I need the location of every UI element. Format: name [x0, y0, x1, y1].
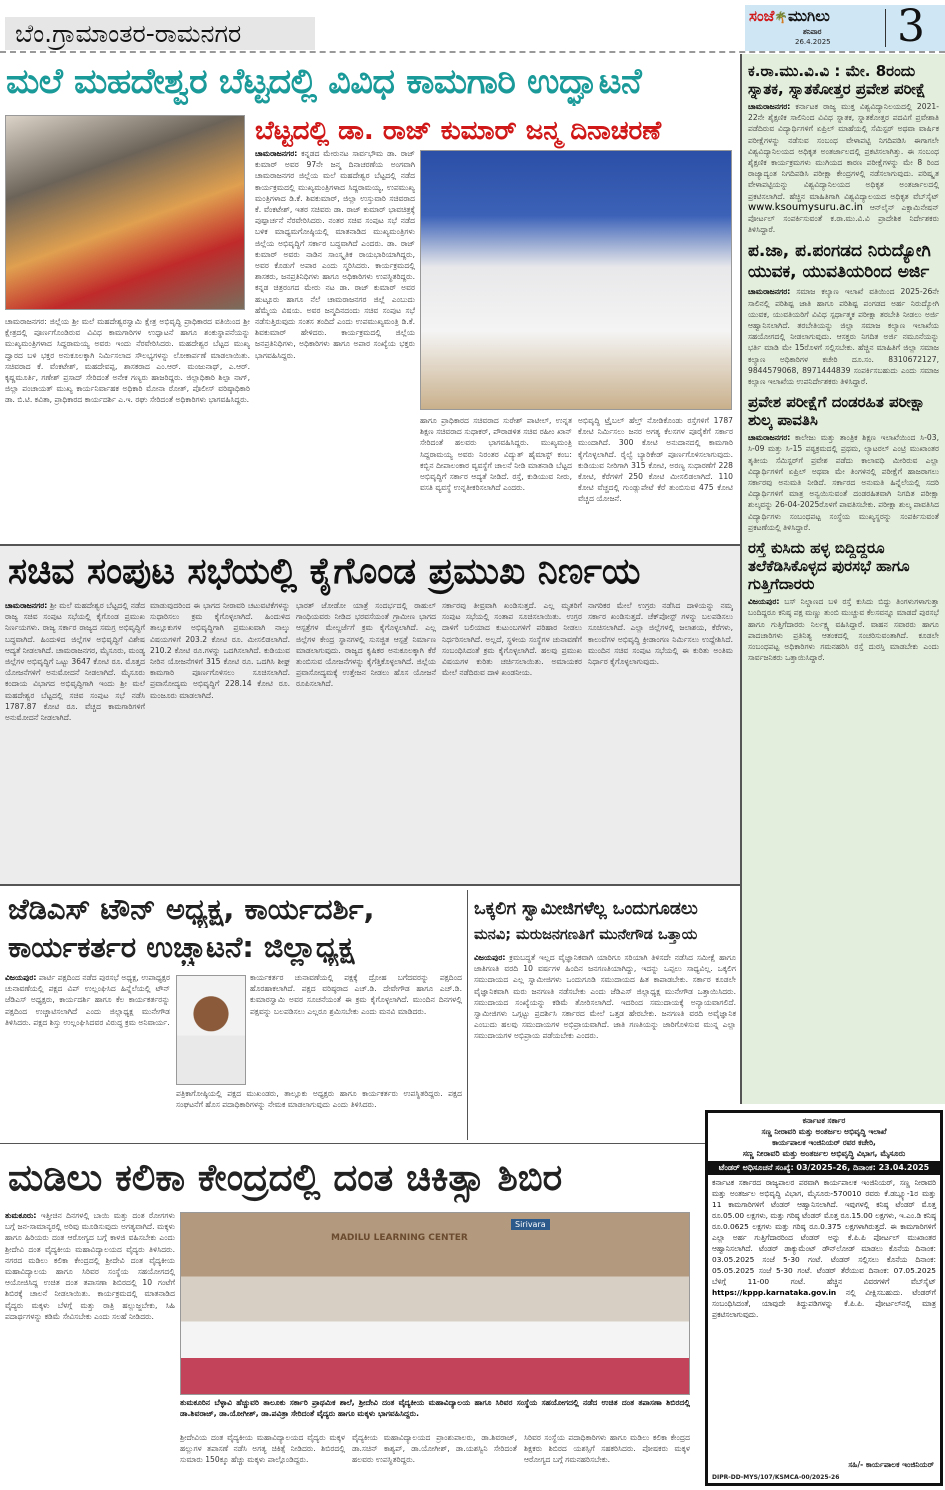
story4-column-1 [180, 1432, 345, 1488]
story4-photo-caption: ತುಮಕೂರಿನ ಬೆಳ್ಳಾವಿ ಹೆಚ್ಚುವರಿ ತಾಲೂಕು ಸರ್ಕಾರಿ ಪ್ರಾಥಮಿಕ ಶಾಲೆ, ಶ್ರೀದೇವಿ ದಂತ ವೈದ್ಯಕೀಯ ಮಹಾವಿದ್ಯಾಲಯ ಹಾಗೂ ಸಿರಿವರ ಸಂಸ್ಥೆಯ ಸಹಯೋಗದಲ್ಲಿ ನಡೆದ ಉಚಿತ ದಂತ ತಪಾಸಣಾ ಶಿಬಿರದಲ್ಲಿ ಡಾ.ಶಿವರಾಜ್, ಡಾ.ಯೋಗೀಶ್, ಡಾ.ಪವಿತ್ರಾ ಸೇರಿದಂತೆ ವೈದ್ಯರು ಹಾಗೂ ಮಕ್ಕಳು ಭಾಗವಹಿಸಿದ್ದರು. [180, 1398, 690, 1419]
story4-column-left [5, 1210, 175, 1488]
story-text: ಕ್ರಮಬದ್ಧತೆ ಇಲ್ಲದ ವೈಜ್ಞಾನಿಕವಾಗಿ ಯಾರಿಗೂ ಸರಿಯಾಗಿ ತಿಳಿಸದೇ ನಡೆಸಿದ ಸಮೀಕ್ಷೆ ಹಾಗೂ ಜಾತಿಗಣತಿ ವರದಿ 10 ವರ್ಷಗಳ ಹಿಂದಿನ ಜನಗಣತಿಯಾಗಿದ್ದು, ಇದನ್ನು ಒಪ್ಪಲು ಸಾಧ್ಯವಿಲ್ಲ. ಒಕ್ಕಲಿಗ ಸಮುದಾಯದ ಎಲ್ಲ ಸ್ವಾಮೀಜಿಗಳು ಒಂದುಗೂಡಿ ಸಮುದಾಯದ ಹಿತ ಕಾಪಾಡಬೇಕು. ಸರ್ಕಾರ ಕೂಡಲೇ ವೈಜ್ಞಾನಿಕವಾಗಿ ಮರು ಜನಗಣತಿ ನಡೆಸಬೇಕು ಎಂದು ಜೆಡಿಎಸ್ ಜಿಲ್ಲಾಧ್ಯಕ್ಷ ಮುನೇಗೌಡ ಒತ್ತಾಯಿಸಿದರು. ಸಮುದಾಯದ ಸಂಖ್ಯೆಯನ್ನು ಕಡಿಮೆ ತೋರಿಸಲಾಗಿದೆ. ಇದರಿಂದ ಸಮುದಾಯಕ್ಕೆ ಅನ್ಯಾಯವಾಗಲಿದೆ. ಸ್ವಾಮೀಜಿಗಳು ಒಗ್ಗಟ್ಟು ಪ್ರದರ್ಶಿಸಿ ಸರ್ಕಾರದ ಮೇಲೆ ಒತ್ತಡ ಹೇರಬೇಕು. ಜನಗಣತಿ ವರದಿ ಅವೈಜ್ಞಾನಿಕ ಎಂಬುದು ಹಲವು ಸಮುದಾಯಗಳ ಅಭಿಪ್ರಾಯವಾಗಿದೆ. ಜಾತಿ ಗಣತಿಯನ್ನು ಜಾರಿಗೊಳಿಸುವ ಮುನ್ನ ಎಲ್ಲಾ ಸಮುದಾಯಗಳ ಅಭಿಪ್ರಾಯ ಪಡೆಯಬೇಕು ಎಂದರು. [474, 953, 736, 1041]
issue-date: 26.4.2025 [795, 38, 831, 46]
brief-text: ಸಮಾಜ ಕಲ್ಯಾಣ ಇಲಾಖೆ ವತಿಯಿಂದ 2025-26ನೇ ಸಾಲಿನಲ್ಲಿ ಪರಿಶಿಷ್ಟ ಜಾತಿ ಹಾಗೂ ಪರಿಶಿಷ್ಟ ಪಂಗಡದ ಅರ್ಹ ನಿರುದ್ಯೋಗಿ ಯುವಕ, ಯುವತಿಯರಿಗೆ ವಿವಿಧ ಸ್ಪರ್ಧಾತ್ಮಕ ಪರೀಕ್ಷಾ ತರಬೇತಿ ನೀಡಲು ಅರ್ಜಿ ಆಹ್ವಾನಿಸಲಾಗಿದೆ. ತರಬೇತಿಯನ್ನು ಜಿಲ್ಲಾ ಸಮಾಜ ಕಲ್ಯಾಣ ಇಲಾಖೆಯ ಸಹಯೋಗದಲ್ಲಿ ನೀಡಲಾಗುವುದು. ಆಸಕ್ತರು ನಿಗದಿತ ಅರ್ಜಿ ನಮೂನೆಯನ್ನು ಭರ್ತಿ ಮಾಡಿ ಮೇ 15ರೊಳಗೆ ಸಲ್ಲಿಸಬೇಕು. ಹೆಚ್ಚಿನ ಮಾಹಿತಿಗೆ ಜಿಲ್ಲಾ ಸಮಾಜ ಕಲ್ಯಾಣ ಅಧಿಕಾರಿಗಳ ಕಚೇರಿ ದೂ.ಸಂ. 8310672127, 9844579068, 8971444839 ಸಂಪರ್ಕಿಸಬಹುದು ಎಂದು ಸಮಾಜ ಕಲ್ಯಾಣ ಇಲಾಖೆಯ ಉಪನಿರ್ದೇಶಕರು ತಿಳಿಸಿದ್ದಾರೆ. [748, 287, 939, 387]
story-text: ಸಿರಿವರ ಸಂಸ್ಥೆಯ ಪದಾಧಿಕಾರಿಗಳು ಹಾಗೂ ಮಡಿಲು ಕಲಿಕಾ ಕೇಂದ್ರದ ಶಿಕ್ಷಕರು ಶಿಬಿರದ ಯಶಸ್ಸಿಗೆ ಸಹಕರಿಸಿದರು. ಪೋಷಕರು ಮಕ್ಕಳ ಆರೋಗ್ಯದ ಬಗ್ಗೆ ಗಮನಹರಿಸಬೇಕು. [524, 1433, 690, 1465]
story1-headline: ಮಲೆ ಮಹದೇಶ್ವರ ಬೆಟ್ಟದಲ್ಲಿ ವಿವಿಧ ಕಾಮಗಾರಿ ಉದ್ಘಾಟನೆ [6, 62, 642, 102]
brief-text: ಆನ್‌ಲೈನ್ ಎಕ್ಸಾಮಿನೇಷನ್ ಪೋರ್ಟಲ್ ಸಂಪರ್ಕಿಸುವಂತೆ ಕ.ರಾ.ಮು.ವಿ.ವಿ ಪ್ರಾದೇಶಿಕ ನಿರ್ದೇಶಕರು ತಿಳಿಸಿದ್ದಾರೆ. [748, 202, 939, 235]
dateline: ವಿಜಯಪುರ: [474, 953, 506, 962]
story-text: ಹಾಗೂ ಪ್ರಾಧಿಕಾರದ ಸಚಿವರಾದ ಸುರೇಶ್ ಪಾಟೀಲ್, ಉನ್ನತ ಶಿಕ್ಷಣ ಸಚಿವರಾದ ಸುಧಾಕರ್, ಪೌರಾಡಳಿತ ಸಚಿವ ರಹೀಂ ಖಾನ್ ಸೇರಿದಂತೆ ಹಲವರು ಭಾಗವಹಿಸಿದ್ದರು. ಮುಖ್ಯಮಂತ್ರಿ ಸಿದ್ದರಾಮಯ್ಯ ಅವರು ನಿರಂತರ ವಿದ್ಯುತ್ ಹೈಮಾಸ್ಟ್ ಕಂಬ: ಕಬ್ಬಿನ ದೀಪಾಲಂಕಾರ ವ್ಯವಸ್ಥೆಗೆ ಚಾಲನೆ ನೀಡಿ ಮಾತನಾಡಿ ಬೆಟ್ಟದ ಅಭಿವೃದ್ಧಿಗೆ ಸರ್ಕಾರ ಆದ್ಯತೆ ನೀಡಿದೆ. ರಸ್ತೆ, ಕುಡಿಯುವ ನೀರು, ವಸತಿ ವ್ಯವಸ್ಥೆ ಉನ್ನತೀಕರಿಸಲಾಗಿದೆ ಎಂದರು. [420, 416, 572, 493]
story-text: ಭಾರತ್ ಜೋಡೋ ಯಾತ್ರೆ ಸಂದರ್ಭದಲ್ಲಿ ರಾಹುಲ್ ಗಾಂಧಿಯವರು ನೀಡಿದ ಭರವಸೆಯಂತೆ ಗ್ರಾಮೀಣ ಭಾಗದ ಆಸ್ಪತ್ರೆಗಳ ಮೇಲ್ದರ್ಜೆಗೆ ಕ್ರಮ ಕೈಗೊಳ್ಳಲಾಗಿದೆ. ಎಲ್ಲ ಜಿಲ್ಲೆಗಳ ಕೇಂದ್ರ ಸ್ಥಾನಗಳಲ್ಲಿ ಸುಸಜ್ಜಿತ ಆಸ್ಪತ್ರೆ ನಿರ್ಮಾಣ ಮಾಡಲಾಗುವುದು. ರಾಜ್ಯದ ಕೃಷಿಕರ ಅನುಕೂಲಕ್ಕಾಗಿ ಕೆರೆ ತುಂಬಿಸುವ ಯೋಜನೆಗಳನ್ನು ಕೈಗೆತ್ತಿಕೊಳ್ಳಲಾಗಿದೆ. ಜಿಲ್ಲೆಯ ಪ್ರವಾಸೋದ್ಯಮಕ್ಕೆ ಉತ್ತೇಜನ ನೀಡಲು ಹೊಸ ಯೋಜನೆ ರೂಪಿಸಲಾಗಿದೆ. [296, 601, 436, 689]
story-text: ಶ್ರೀದೇವಿಯ ದಂತ ವೈದ್ಯಕೀಯ ಮಹಾವಿದ್ಯಾಲಯದ ವೈದ್ಯರು ಮಕ್ಕಳ ಹಲ್ಲುಗಳ ತಪಾಸಣೆ ನಡೆಸಿ ಅಗತ್ಯ ಚಿಕಿತ್ಸೆ ನೀಡಿದರು. ಶಿಬಿರದಲ್ಲಿ ಸುಮಾರು 150ಕ್ಕೂ ಹೆಚ್ಚು ಮಕ್ಕಳು ಪಾಲ್ಗೊಂಡಿದ್ದರು. [180, 1433, 345, 1465]
story2-column-3 [296, 600, 436, 880]
story3-right-headline-line1: ಒಕ್ಕಲಿಗ ಸ್ವಾಮೀಜಿಗಳೆಲ್ಲ ಒಂದುಗೂಡಲು [474, 899, 698, 919]
story-text: ಕಾರ್ಯಕರ್ತರ ಚುನಾವಣೆಯಲ್ಲಿ ಪಕ್ಷಕ್ಕೆ ದ್ರೋಹ ಬಗೆದವರನ್ನು ಪಕ್ಷದಿಂದ ಹೊರಹಾಕಲಾಗಿದೆ. ಪಕ್ಷದ ವರಿಷ್ಠರಾದ ಎಚ್.ಡಿ. ದೇವೇಗೌಡ ಹಾಗೂ ಎಚ್.ಡಿ. ಕುಮಾರಸ್ವಾಮಿ ಅವರ ಸೂಚನೆಯಂತೆ ಈ ಕ್ರಮ ಕೈಗೊಳ್ಳಲಾಗಿದೆ. ಮುಂದಿನ ದಿನಗಳಲ್ಲಿ ಪಕ್ಷವನ್ನು ಬಲಪಡಿಸಲು ಎಲ್ಲರೂ ಶ್ರಮಿಸಬೇಕು ಎಂದು ಮನವಿ ಮಾಡಿದರು. [250, 973, 462, 1016]
page-number: 3 [897, 1, 925, 52]
dateline: ವಿಜಯಪುರ: [5, 973, 37, 982]
story-text: ಇತ್ತೀಚಿನ ದಿನಗಳಲ್ಲಿ ಬಾಯಿ ಮತ್ತು ದಂತ ರೋಗಗಳು ಬಗ್ಗೆ ಜನ-ಸಾಮಾನ್ಯರಲ್ಲಿ ಅರಿವು ಮೂಡಿಸುವುದು ಅಗತ್ಯವಾಗಿದೆ. ಮಕ್ಕಳು ಹಾಗೂ ಹಿರಿಯರು ದಂತ ಆರೋಗ್ಯದ ಬಗ್ಗೆ ಕಾಳಜಿ ವಹಿಸಬೇಕು ಎಂದು ಶ್ರೀದೇವಿ ದಂತ ವೈದ್ಯಕೀಯ ಮಹಾವಿದ್ಯಾಲಯದ ವೈದ್ಯರು ತಿಳಿಸಿದರು. ನಗರದ ಮಡಿಲು ಕಲಿಕಾ ಕೇಂದ್ರದಲ್ಲಿ ಶ್ರೀದೇವಿ ದಂತ ವೈದ್ಯಕೀಯ ಮಹಾವಿದ್ಯಾಲಯ ಹಾಗೂ ಸಿರಿವರ ಸಂಸ್ಥೆಯ ಸಹಯೋಗದಲ್ಲಿ ಆಯೋಜಿಸಿದ್ದ ಉಚಿತ ದಂತ ತಪಾಸಣಾ ಶಿಬಿರದಲ್ಲಿ 10 ಗಂಟೆಗೆ ಶಿಬಿರಕ್ಕೆ ಚಾಲನೆ ನೀಡಲಾಯಿತು. ಕಾರ್ಯಕ್ರಮದಲ್ಲಿ ಮಾತನಾಡಿದ ವೈದ್ಯರು ಮಕ್ಕಳು ಬೆಳಗ್ಗೆ ಮತ್ತು ರಾತ್ರಿ ಹಲ್ಲುಜ್ಜಬೇಕು, ಸಿಹಿ ಪದಾರ್ಥಗಳನ್ನು ಕಡಿಮೆ ಸೇವಿಸಬೇಕು ಎಂದು ಸಲಹೆ ನೀಡಿದರು. [5, 1211, 175, 1321]
brief-sc-st-applications [748, 241, 939, 387]
tender-advertisement [705, 1110, 943, 1486]
dateline: ಚಾಮರಾಜನಗರ: [5, 601, 48, 610]
story-text: ವೈದ್ಯಕೀಯ ಮಹಾವಿದ್ಯಾಲಯದ ಪ್ರಾಂಶುಪಾಲರು, ಡಾ.ಶಿವರಾಜ್, ಡಾ.ಸಚಿನ್ ಕಾಶ್ಯಪ್, ಡಾ.ಯೋಗೀಶ್, ಡಾ.ಯಶಸ್ವಿನಿ ಸೇರಿದಂತೆ ಹಲವರು ಉಪಸ್ಥಿತರಿದ್ದರು. [352, 1433, 517, 1465]
story-text: ಪಾರ್ಟಿ ಪಕ್ಷದಿಂದ ನಡೆದ ಪುರಸಭೆ ಅಧ್ಯಕ್ಷ, ಉಪಾಧ್ಯಕ್ಷರ ಚುನಾವಣೆಯಲ್ಲಿ ಪಕ್ಷದ ವಿಪ್ ಉಲ್ಲಂಘಿಸಿದ ಹಿನ್ನೆಲೆಯಲ್ಲಿ ಟೌನ್ ಜೆಡಿಎಸ್ ಅಧ್ಯಕ್ಷರು, ಕಾರ್ಯದರ್ಶಿ ಹಾಗೂ ಕೆಲ ಕಾರ್ಯಕರ್ತರನ್ನು ಪಕ್ಷದಿಂದ ಉಚ್ಚಾಟಿಸಲಾಗಿದೆ ಎಂದು ಜಿಲ್ಲಾಧ್ಯಕ್ಷ ಮುನೇಗೌಡ ತಿಳಿಸಿದರು. ಪಕ್ಷದ ಶಿಸ್ತು ಉಲ್ಲಂಘಿಸಿದವರ ವಿರುದ್ಧ ಕ್ರಮ ಅನಿವಾರ್ಯ. [5, 973, 170, 1027]
story-text: ಕನ್ನಡ ಚಿತ್ರರಂಗದ ಮೇರು ನಟ ಡಾ. ರಾಜ್ ಕುಮಾರ್ ಅವರ ಹುಟ್ಟೂರು ಹಾಗೂ ನೆಲೆ ಚಾಮರಾಜನಗರ ಜಿಲ್ಲೆ ಎಂಬುದು ಹೆಮ್ಮೆಯ ವಿಷಯ. ಅವರ ಜನ್ಮದಿನದಂದು ಸಚಿವ ಸಂಪುಟ ಸಭೆ ನಡೆಸುತ್ತಿರುವುದು ಸಂತಸ ತಂದಿದೆ ಎಂದು ಉಪಮುಖ್ಯಮಂತ್ರಿ ಡಿ.ಕೆ. ಶಿವಕುಮಾರ್ ಹೇಳಿದರು. ಕಾರ್ಯಕ್ರಮದಲ್ಲಿ ಜಿಲ್ಲೆಯ ಜನಪ್ರತಿನಿಧಿಗಳು, ಅಧಿಕಾರಿಗಳು ಹಾಗೂ ಅಪಾರ ಸಂಖ್ಯೆಯ ಭಕ್ತರು ಭಾಗವಹಿಸಿದ್ದರು. [255, 283, 415, 360]
dateline: ತುಮಕೂರು: [5, 1211, 37, 1220]
story3-column-b [250, 972, 462, 1082]
tender-website-link[interactable]: https://kppp.karnataka.gov.in [712, 1288, 837, 1297]
story1-column-c [420, 415, 572, 541]
story3-headline-line2: ಕಾರ್ಯಕರ್ತರ ಉಚ್ಚಾಟನೆ: ಜಿಲ್ಲಾಧ್ಯಕ್ಷ [8, 930, 355, 964]
photo-banner-text: MADILU LEARNING CENTER [331, 1233, 468, 1243]
masthead [745, 1, 945, 52]
story2-column-4 [442, 600, 582, 880]
tender-reference: DIPR-DD-MYS/107/KSMCA-00/2025-26 [712, 1474, 840, 1481]
tender-text: ನಲ್ಲಿ ವೀಕ್ಷಿಸಬಹುದು. ಟೆಂಡರ್‌ಗೆ ಸಂಬಂಧಿಸಿದಂತೆ, ಯಾವುದೇ ತಿದ್ದುಪಡಿಗಳನ್ನು ಕೆ.ಪಿ.ಪಿ. ಪೋರ್ಟಲ್‌ನಲ್ಲಿ ಮಾತ್ರ ಪ್ರಕಟಿಸಲಾಗುವುದು. [712, 1288, 936, 1319]
brief-ksou-exam [748, 62, 939, 235]
brief-road-collapse [748, 539, 939, 663]
photo-sign-text: Sirivara [511, 1219, 550, 1230]
brief-text: ಬಸ್ ನಿಲ್ದಾಣದ ಬಳಿ ರಸ್ತೆ ಕುಸಿದು ಬಿದ್ದು ತಿಂಗಳುಗಳಾಗುತ್ತಾ ಬಂದಿದ್ದರೂ ಕನಿಷ್ಠ ಪಕ್ಷ ಮಣ್ಣು ತುಂಬಿ ಮುಚ್ಚುವ ಕೆಲಸವನ್ನೂ ಮಾಡದೆ ಪುರಸಭೆ ಹಾಗೂ ಗುತ್ತಿಗೆದಾರರು ನಿರ್ಲಕ್ಷ್ಯ ವಹಿಸಿದ್ದಾರೆ. ವಾಹನ ಸವಾರರು ಹಾಗೂ ಪಾದಚಾರಿಗಳು ಪ್ರತಿನಿತ್ಯ ಆತಂಕದಲ್ಲಿ ಸಂಚರಿಸುವಂತಾಗಿದೆ. ಕೂಡಲೇ ಸಂಬಂಧಪಟ್ಟ ಅಧಿಕಾರಿಗಳು ಗಮನಹರಿಸಿ ರಸ್ತೆ ದುರಸ್ತಿ ಮಾಡಬೇಕು ಎಂದು ಸಾರ್ವಜನಿಕರು ಒತ್ತಾಯಿಸಿದ್ದಾರೆ. [748, 597, 939, 663]
story1-photo-rajkumar-tribute [420, 150, 732, 410]
tender-govt: ಕರ್ನಾಟಕ ಸರ್ಕಾರ [802, 1116, 846, 1125]
brief-headline: ಪ್ರವೇಶ ಪರೀಕ್ಷೆಗೆ ದಂಡರಹಿತ ಪರೀಕ್ಷಾ ಶುಲ್ಕ ಪಾವತಿಸಿ [748, 393, 926, 430]
story-text: ಕನ್ನಡದ ಮೇರುನಟ ಸಾರ್ವಭೌಮ ಡಾ. ರಾಜ್ ಕುಮಾರ್ ಅವರ 97ನೇ ಜನ್ಮ ದಿನಾಚರಣೆಯ ಅಂಗವಾಗಿ ಚಾಮರಾಜನಗರ ಜಿಲ್ಲೆಯ ಮಲೆ ಮಹದೇಶ್ವರ ಬೆಟ್ಟದಲ್ಲಿ ನಡೆದ ಕಾರ್ಯಕ್ರಮದಲ್ಲಿ ಮುಖ್ಯಮಂತ್ರಿಗಳಾದ ಸಿದ್ದರಾಮಯ್ಯ, ಉಪಮುಖ್ಯ ಮಂತ್ರಿಗಳಾದ ಡಿ.ಕೆ. ಶಿವಕುಮಾರ್, ಜಿಲ್ಲಾ ಉಸ್ತುವಾರಿ ಸಚಿವರಾದ ಕೆ. ವೆಂಕಟೇಶ್, ಇತರ ಸಚಿವರು ಡಾ. ರಾಜ್ ಕುಮಾರ್ ಭಾವಚಿತ್ರಕ್ಕೆ ಪುಷ್ಪಾರ್ಚನೆ ನೆರವೇರಿಸಿದರು. ನಂತರ ಸಚಿವ ಸಂಪುಟ ಸಭೆ ನಡೆದ ಬಳಿಕ ಮಾಧ್ಯಮಗೋಷ್ಠಿಯಲ್ಲಿ ಮಾತನಾಡಿದ ಮುಖ್ಯಮಂತ್ರಿಗಳು ಜಿಲ್ಲೆಯ ಅಭಿವೃದ್ಧಿಗೆ ಸರ್ಕಾರ ಬದ್ಧವಾಗಿದೆ ಎಂದರು. ಡಾ. ರಾಜ್ ಕುಮಾರ್ ಅವರು ನಾಡಿನ ಸಾಂಸ್ಕೃತಿಕ ರಾಯಭಾರಿಯಾಗಿದ್ದರು, ಅವರ ಕೊಡುಗೆ ಅಪಾರ ಎಂದು ಸ್ಮರಿಸಿದರು. ಕಾರ್ಯಕ್ರಮದಲ್ಲಿ ಶಾಸಕರು, ಜನಪ್ರತಿನಿಧಿಗಳು ಹಾಗೂ ಅಧಿಕಾರಿಗಳು ಉಪಸ್ಥಿತರಿದ್ದರು. [255, 149, 415, 282]
brief-headline: ಪ.ಜಾ, ಪ.ಪಂಗಡದ ನಿರುದ್ಯೋಗಿ ಯುವಕ, ಯುವತಿಯರಿಂದ ಅರ್ಜಿ [748, 241, 931, 283]
story1-subheadline: ಬೆಟ್ಟದಲ್ಲಿ ಡಾ. ರಾಜ್ ಕುಮಾರ್ ಜನ್ಮ ದಿನಾಚರಣೆ [255, 116, 662, 146]
story2-column-5 [588, 600, 733, 880]
issue-day: ಶನಿವಾರ [803, 28, 822, 36]
brief-text: ಕಾಲೇಜು ಮತ್ತು ತಾಂತ್ರಿಕ ಶಿಕ್ಷಣ ಇಲಾಖೆಯಿಂದ ಸಿ-03, ಸಿ-09 ಮತ್ತು ಸಿ-15 ಪಠ್ಯಕ್ರಮದಲ್ಲಿ ಪ್ರಥಮ, ಲ್ಯಾಟರಲ್ ಎಂಟ್ರಿ ಮುಖಾಂತರ ತೃತೀಯ ಸೆಮಿಸ್ಟರ್‌ಗೆ ಪ್ರವೇಶ ಪಡೆದು ಕಾಲಾವಧಿ ಮೀರಿರುವ ಎಲ್ಲಾ ವಿದ್ಯಾರ್ಥಿಗಳಿಗೆ ಏಪ್ರಿಲ್ ಅಥವಾ ಮೇ ತಿಂಗಳಿನಲ್ಲಿ ಪರೀಕ್ಷೆಗೆ ಹಾಜರಾಗಲು ಸರ್ಕಾರವು ಅನುಮತಿ ನೀಡಿದೆ. ಸರ್ಕಾರದ ಅನುಮತಿ ಹಿನ್ನೆಲೆಯಲ್ಲಿ ಸದರಿ ವಿದ್ಯಾರ್ಥಿಗಳಿಗೆ ಮಾತ್ರ ಅನ್ವಯಿಸುವಂತೆ ದಂಡರಹಿತವಾಗಿ ನಿಗದಿತ ಪರೀಕ್ಷಾ ಶುಲ್ಕವನ್ನು 26-04-2025ರೊಳಗೆ ಪಾವತಿಸಬೇಕು. ಪರೀಕ್ಷಾ ಶುಲ್ಕ ಪಾವತಿಸಿದ ವಿದ್ಯಾರ್ಥಿಗಳು ಸಂಬಂಧಪಟ್ಟ ಸಂಸ್ಥೆಯ ಮುಖ್ಯಸ್ಥರನ್ನು ಸಂಪರ್ಕಿಸುವಂತೆ ಪ್ರಕಟಣೆಯಲ್ಲಿ ತಿಳಿಸಿದ್ದಾರೆ. [748, 433, 939, 532]
story-text: ಪತ್ರಿಕಾಗೋಷ್ಠಿಯಲ್ಲಿ ಪಕ್ಷದ ಮುಖಂಡರು, ತಾಲ್ಲೂಕು ಅಧ್ಯಕ್ಷರು ಹಾಗೂ ಕಾರ್ಯಕರ್ತರು ಉಪಸ್ಥಿತರಿದ್ದರು. ಪಕ್ಷದ ಸಂಘಟನೆಗೆ ಹೊಸ ಪದಾಧಿಕಾರಿಗಳನ್ನು ನೇಮಕ ಮಾಡಲಾಗುವುದು ಎಂದು ತಿಳಿಸಿದರು. [176, 1089, 462, 1110]
brief-headline: ರಸ್ತೆ ಕುಸಿದು ಹಳ್ಳ ಬಿದ್ದಿದ್ದರೂ ತಲೆಕೆಡಿಸಿಕೊಳ್ಳದ ಪುರಸಭೆ ಹಾಗೂ ಗುತ್ತಿಗೆದಾರರು [748, 539, 910, 594]
sidebar-briefs [740, 54, 945, 1104]
story3-column-a [5, 972, 170, 1137]
story-text: ಅಭಿವೃದ್ಧಿ ಟ್ರೈಬಲ್ ಹೆಲ್ತ್ ನೋಡಿಕೊಂಡು ರಸ್ತೆಗಳಿಗೆ 1787 ಕೋಟಿ ನಿರ್ಮಿಸಲು ಜನರ ಅಗತ್ಯ ಕೆಲಸಗಳ ಪೂರೈಕೆಗೆ ಸರ್ಕಾರ ಮುಂದಾಗಿದೆ. 300 ಕೋಟಿ ಅನುದಾನದಲ್ಲಿ ಕಾಮಗಾರಿ ಕೈಗೊಳ್ಳಲಾಗಿದೆ. ರೈಲ್ವೆ ಬ್ಯಾರಿಕೇಡ್ ಪೂರ್ಣಗೊಳಿಸಲಾಗುವುದು. ಕುಡಿಯುವ ನೀರಿಗಾಗಿ 315 ಕೋಟಿ, ಅರಣ್ಯ ಸುಧಾರಣೆಗೆ 228 ಕೋಟಿ, ಕೆರೆಗಳಿಗೆ 250 ಕೋಟಿ ಮೀಸಲಿಡಲಾಗಿದೆ. 110 ಕೋಟಿ ವೆಚ್ಚದಲ್ಲಿ ಗುಂಡ್ಲುಪೇಟೆ ಕೆರೆ ತುಂಬಿಸುವ 475 ಕೋಟಿ ವೆಚ್ಚದ ಯೋಜನೆ. [578, 416, 733, 504]
tender-office: ಕಾರ್ಯಪಾಲಕ ಇಂಜಿನಿಯರ್ ರವರ ಕಚೇರಿ, [772, 1138, 876, 1147]
tender-notice-number: ಟೆಂಡರ್ ಅಧಿಸೂಚನೆ ಸಂಖ್ಯೆ: 03/2025-26, ದಿನಾಂಕ: 23.04.2025 [708, 1161, 940, 1175]
brief-exam-fee [748, 393, 939, 533]
tender-department: ಸಣ್ಣ ನೀರಾವರಿ ಮತ್ತು ಅಂತರ್ಜಲ ಅಭಿವೃದ್ಧಿ ಇಲಾಖೆ [761, 1127, 887, 1136]
dateline: ಚಾಮರಾಜನಗರ: [748, 287, 791, 297]
story3-photo-district-president [176, 975, 246, 1085]
website-link[interactable]: www.ksoumysuru.ac.in [748, 201, 864, 213]
story1-photo-inauguration [5, 115, 245, 310]
brand-mugilu: ಮುಗಿಲು [788, 7, 830, 25]
story-text: ಚಾಮರಾಜನಗರ: ಜಿಲ್ಲೆಯ ಶ್ರೀ ಮಲೆ ಮಹದೇಶ್ವರಸ್ವಾಮಿ ಕ್ಷೇತ್ರ ಅಭಿವೃದ್ಧಿ ಪ್ರಾಧಿಕಾರದ ವತಿಯಿಂದ ಶ್ರೀ ಕ್ಷೇತ್ರದಲ್ಲಿ ಪೂರ್ಣಗೊಂಡಿರುವ ವಿವಿಧ ಕಾಮಗಾರಿಗಳ ಉದ್ಘಾಟನೆ ಹಾಗೂ ಶಂಕುಸ್ಥಾಪನೆಯನ್ನು ಮುಖ್ಯಮಂತ್ರಿಗಳಾದ ಸಿದ್ದರಾಮಯ್ಯ ಅವರು ಇಂದು ನೆರವೇರಿಸಿದರು. ಮಹದೇಶ್ವರ ಬೆಟ್ಟದ ಮುಖ್ಯ ದ್ವಾರದ ಬಳಿ ಭಕ್ತರ ಅನುಕೂಲಕ್ಕಾಗಿ ನಿರ್ಮಿಸಲಾದ ಸೌಲಭ್ಯಗಳನ್ನು ಲೋಕಾರ್ಪಣೆ ಮಾಡಲಾಯಿತು. ಸಚಿವರಾದ ಕೆ. ವೆಂಕಟೇಶ್, ಮಹದೇವಪ್ಪ, ಶಾಸಕರಾದ ಎಂ.ಆರ್. ಮಂಜುನಾಥ್, ಎ.ಆರ್. ಕೃಷ್ಣಮೂರ್ತಿ, ಗಣೇಶ್ ಪ್ರಸಾದ್ ಸೇರಿದಂತೆ ಅನೇಕ ಗಣ್ಯರು ಹಾಜರಿದ್ದರು. ಜಿಲ್ಲಾಧಿಕಾರಿ ಶಿಲ್ಪಾ ನಾಗ್, ಜಿಲ್ಲಾ ಪಂಚಾಯತ್ ಮುಖ್ಯ ಕಾರ್ಯನಿರ್ವಾಹಕ ಅಧಿಕಾರಿ ಮೋನಾ ರೋತ್, ಪೊಲೀಸ್ ವರಿಷ್ಠಾಧಿಕಾರಿ ಡಾ. ಬಿ.ಟಿ. ಕವಿತಾ, ಪ್ರಾಧಿಕಾರದ ಕಾರ್ಯದರ್ಶಿ ಎ.ಇ. ರಘು ಸೇರಿದಂತೆ ಅಧಿಕಾರಿಗಳು ಭಾಗವಹಿಸಿದ್ದರು. [5, 317, 250, 405]
story4-headline: ಮಡಿಲು ಕಲಿಕಾ ಕೇಂದ್ರದಲ್ಲಿ ದಂತ ಚಿಕಿತ್ಸಾ ಶಿಬಿರ [8, 1156, 563, 1199]
story-text: ನಾಗರಿಕರ ಮೇಲೆ ಉಗ್ರರು ನಡೆಸಿದ ದಾಳಿಯನ್ನು ನಮ್ಮ ಸರ್ಕಾರ ಖಂಡಿಸುತ್ತದೆ. ಚೆಕ್‌ಪೋಸ್ಟ್ ಗಳನ್ನು ಬಲಪಡಿಸಲು ಸೂಚಿಸಲಾಗಿದೆ. ಎಲ್ಲಾ ಜಿಲ್ಲೆಗಳಲ್ಲಿ ಜಲಾಶಯ, ಕೆರೆಗಳು, ಕಾಲುವೆಗಳ ಅಭಿವೃದ್ಧಿ ಕ್ರೀಡಾಂಗಣ ನಿರ್ಮಿಸಲು ಉದ್ದೇಶಿಸಿದೆ. ಮುಂದಿನ ಸಚಿವ ಸಂಪುಟ ಸಭೆಯಲ್ಲಿ ಈ ಕುರಿತು ಅಂತಿಮ ನಿರ್ಧಾರ ಕೈಗೊಳ್ಳಲಾಗುವುದು. [588, 601, 733, 667]
story4-photo-dental-camp [180, 1212, 690, 1395]
story4-column-2 [352, 1432, 517, 1488]
story3-headline-line1: ಜೆಡಿಎಸ್ ಟೌನ್ ಅಧ್ಯಕ್ಷ, ಕಾರ್ಯದರ್ಶಿ, [8, 892, 375, 926]
tender-division: ಸಣ್ಣ ನೀರಾವರಿ ಮತ್ತು ಅಂತರ್ಜಲ ಅಭಿವೃದ್ಧಿ ವಿಭಾಗ, ಮೈಸೂರು [742, 1149, 906, 1158]
story3-right-headline-line2: ಮನವಿ; ಮರುಜನಗಣತಿಗೆ ಮುನೇಗೌಡ ಒತ್ತಾಯ [474, 927, 698, 943]
tender-signature: ಸಹಿ/- ಕಾರ್ಯಪಾಲಕ ಇಂಜಿನಿಯರ್ [848, 1460, 934, 1469]
dateline: ವಿಜಯಪುರ: [748, 597, 780, 607]
palm-logo-icon: 🌴 [774, 11, 788, 24]
section-label-text: ಬೆಂ.ಗ್ರಾಮಾಂತರ-ರಾಮನಗರ [15, 19, 242, 48]
section-label [5, 17, 315, 50]
story2-column-2 [150, 600, 290, 880]
dateline: ಚಾಮರಾಜನಗರ: [748, 433, 791, 443]
story1-column-d [578, 415, 733, 541]
story1-column-a [255, 148, 415, 540]
dateline: ಚಾಮರಾಜನಗರ: [255, 149, 298, 158]
story-text: ಶ್ರೀ ಮಲೆ ಮಹದೇಶ್ವರ ಬೆಟ್ಟದಲ್ಲಿ ನಡೆದ ರಾಜ್ಯ ಸಚಿವ ಸಂಪುಟ ಸಭೆಯಲ್ಲಿ ಕೈಗೊಂಡ ಪ್ರಮುಖ ನಿರ್ಣಯಗಳು. ರಾಜ್ಯ ಸರ್ಕಾರ ರಾಜ್ಯದ ಸಮಗ್ರ ಅಭಿವೃದ್ಧಿಗೆ ಬದ್ಧವಾಗಿದೆ. ಹಿಂದುಳಿದ ಜಿಲ್ಲೆಗಳ ಅಭಿವೃದ್ಧಿಗೆ ವಿಶೇಷ ಆದ್ಯತೆ ನೀಡಲಾಗಿದೆ. ಚಾಮರಾಜನಗರ, ಮೈಸೂರು, ಮಂಡ್ಯ ಜಿಲ್ಲೆಗಳ ಅಭಿವೃದ್ಧಿಗೆ ಒಟ್ಟು 3647 ಕೋಟಿ ರೂ. ಮೊತ್ತದ ಯೋಜನೆಗಳಿಗೆ ಅನುಮೋದನೆ ನೀಡಲಾಗಿದೆ. ಮೈಸೂರು ಕಂದಾಯ ವಿಭಾಗದ ಅಭಿವೃದ್ಧಿಗಾಗಿ ಇಂದು ಶ್ರೀ ಮಲೆ ಮಹದೇಶ್ವರ ಬೆಟ್ಟದಲ್ಲಿ ಸಚಿವ ಸಂಪುಟ ಸಭೆ ನಡೆಸಿ 1787.87 ಕೋಟಿ ರೂ. ವೆಚ್ಚದ ಕಾಮಗಾರಿಗಳಿಗೆ ಅನುಮೋದನೆ ನೀಡಲಾಗಿದೆ. [5, 601, 145, 723]
story-text: ಮಾಡುವುದರಿಂದ ಈ ಭಾಗದ ನೀರಾವರಿ ಚಟುವಟಿಕೆಗಳನ್ನು ಸುಧಾರಿಸಲು ಕ್ರಮ ಕೈಗೊಳ್ಳಲಾಗಿದೆ. ಹಿಂದುಳಿದ ತಾಲ್ಲೂಕುಗಳ ಅಭಿವೃದ್ಧಿಗಾಗಿ ಪ್ರಮುಖವಾಗಿ ನಾಲ್ಕು ವಿಷಯಗಳಿಗೆ 203.2 ಕೋಟಿ ರೂ. ಮೀಸಲಿಡಲಾಗಿದೆ. 210.2 ಕೋಟಿ ರೂ.ಗಳನ್ನು ಒದಗಿಸಲಾಗಿದೆ. ಕುಡಿಯುವ ನೀರಿನ ಯೋಜನೆಗಳಿಗೆ 315 ಕೋಟಿ ರೂ. ಒದಗಿಸಿ ಶೀಘ್ರ ಕಾಮಗಾರಿ ಪೂರ್ಣಗೊಳಿಸಲು ಸೂಚಿಸಲಾಗಿದೆ. ಪ್ರವಾಸೋದ್ಯಮ ಅಭಿವೃದ್ಧಿಗೆ 228.14 ಕೋಟಿ ರೂ. ಮಂಜೂರು ಮಾಡಲಾಗಿದೆ. [150, 601, 290, 700]
story2-headline: ಸಚಿವ ಸಂಪುಟ ಸಭೆಯಲ್ಲಿ ಕೈಗೊಂಡ ಪ್ರಮುಖ ನಿರ್ಣಯ [8, 551, 641, 592]
dateline: ಚಾಮರಾಜನಗರ: [748, 102, 791, 111]
story-text: ಸರ್ಕಾರವು ತೀವ್ರವಾಗಿ ಖಂಡಿಸುತ್ತದೆ. ಎಲ್ಲ ಮೃತರಿಗೆ ಸಂಪುಟ ಸಭೆಯಲ್ಲಿ ಸಂತಾಪ ಸೂಚಿಸಲಾಯಿತು. ಉಗ್ರರ ದಾಳಿಗೆ ಬಲಿಯಾದ ಕುಟುಂಬಗಳಿಗೆ ಪರಿಹಾರ ನೀಡಲು ನಿರ್ಧರಿಸಲಾಗಿದೆ. ಅಲ್ಲದೆ, ಸ್ಥಳೀಯ ಸಂಸ್ಥೆಗಳ ಚುನಾವಣೆಗೆ ಸಂಬಂಧಿಸಿದಂತೆ ಕ್ರಮ ಕೈಗೊಳ್ಳಲಾಗಿದೆ. ಹಲವು ಪ್ರಮುಖ ವಿಷಯಗಳ ಕುರಿತು ಚರ್ಚಿಸಲಾಯಿತು. ಅಮಾಯಕರ ಮೇಲೆ ನಡೆದಿರುವ ದಾಳಿ ಖಂಡನೀಯ. [442, 601, 582, 678]
story2-column-1 [5, 600, 145, 880]
tender-text: ಕರ್ನಾಟಕ ಸರ್ಕಾರದ ರಾಜ್ಯಪಾಲರ ಪರವಾಗಿ ಕಾರ್ಯಪಾಲಕ ಇಂಜಿನಿಯರ್, ಸಣ್ಣ ನೀರಾವರಿ ಮತ್ತು ಅಂತರ್ಜಲ ಅಭಿವೃದ್ಧಿ ವಿಭಾಗ, ಮೈಸೂರು-570010 ರವರು ಕೆ.ಡಬ್ಲ್ಯೂ-1ರ ಮತ್ತು 11 ಕಾಮಗಾರಿಗಳಿಗೆ ಟೆಂಡರ್ ಆಹ್ವಾನಿಸಲಾಗಿದೆ. ಇವುಗಳಲ್ಲಿ ಕನಿಷ್ಠ ಟೆಂಡರ್ ಮೊತ್ತ ರೂ.05.00 ಲಕ್ಷಗಳು, ಮತ್ತು ಗರಿಷ್ಠ ಟೆಂಡರ್ ಮೊತ್ತ ರೂ.15.00 ಲಕ್ಷಗಳು, ಇ.ಎಂ.ಡಿ ಕನಿಷ್ಠ ರೂ.0.0625 ಲಕ್ಷಗಳು ಮತ್ತು ಗರಿಷ್ಠ ರೂ.0.375 ಲಕ್ಷಗಳಾಗಿರುತ್ತದೆ. ಈ ಕಾಮಗಾರಿಗಳಿಗೆ ಎಲ್ಲಾ ಅರ್ಹ ಗುತ್ತಿಗೆದಾರರಿಂದ ಟೆಂಡರ್ ಅನ್ನು ಕೆ.ಪಿ.ಪಿ ಪೋರ್ಟಲ್ ಮುಖಾಂತರ ಆಹ್ವಾನಿಸಲಾಗಿದೆ. ಟೆಂಡರ್ ಡಾಕ್ಯುಮೆಂಟ್ ಡೌನ್‌ಲೋಡ್ ಮಾಡಲು ಕೊನೆಯ ದಿನಾಂಕ: 03.05.2025 ಸಂಜೆ 5-30 ಗಂಟೆ. ಟೆಂಡರ್ ಸಲ್ಲಿಸಲು ಕೊನೆಯ ದಿನಾಂಕ: 05.05.2025 ಸಂಜೆ 5-30 ಗಂಟೆ. ಟೆಂಡರ್ ತೆರೆಯುವ ದಿನಾಂಕ: 07.05.2025 ಬೆಳಿಗ್ಗೆ 11-00 ಗಂಟೆ. ಹೆಚ್ಚಿನ ವಿವರಗಳಿಗೆ ವೆಬ್‌ಸೈಟ್ [712, 1178, 936, 1286]
story1-column-b [5, 316, 250, 541]
story3-column-c [176, 1088, 462, 1138]
brand-sanje: ಸಂಜೆ [749, 7, 775, 25]
story3-right-body [474, 952, 736, 1140]
story4-column-3 [524, 1432, 690, 1488]
brief-headline: ಕ.ರಾ.ಮು.ವಿ.ವಿ : ಮೇ. 8ರಂದು ಸ್ನಾತಕ, ಸ್ನಾತಕೋತ್ತರ ಪ್ರವೇಶ ಪರೀಕ್ಷೆ [748, 62, 926, 98]
brief-text: ಕರ್ನಾಟಕ ರಾಜ್ಯ ಮುಕ್ತ ವಿಶ್ವವಿದ್ಯಾನಿಲಯದಲ್ಲಿ 2021-22ನೇ ಶೈಕ್ಷಣಿಕ ಸಾಲಿನಿಂದ ವಿವಿಧ ಸ್ನಾತಕ, ಸ್ನಾತಕೋತ್ತರ ಪದವಿಗೆ ಪ್ರವೇಶಾತಿ ಪಡೆದಿರುವ ವಿದ್ಯಾರ್ಥಿಗಳಿಗೆ ಏಪ್ರಿಲ್ ಮಾಹೆಯಲ್ಲಿ ಸೆಮಿಸ್ಟರ್ ಅಥವಾ ವಾರ್ಷಿಕ ಪರೀಕ್ಷೆಗಳನ್ನು ನಡೆಸುವ ಸಂಬಂಧ ವೇಳಾಪಟ್ಟಿ ನಿಗದಿಪಡಿಸಿ ಈಗಾಗಲೇ ವಿಶ್ವವಿದ್ಯಾನಿಲಯದ ಅಧಿಕೃತ ಅಂತರ್ಜಾಲದಲ್ಲಿ ಪ್ರಕಟಿಸಲಾಗಿತ್ತು. ಈ ಸಂಬಂಧ ಶೈಕ್ಷಣಿಕ ಕಾರ್ಯಕ್ರಮಗಳು ಮುಗಿಯದ ಕಾರಣ ಪರೀಕ್ಷೆಗಳನ್ನು ಮೇ 8 ರಿಂದ ರಾಜ್ಯಾದ್ಯಂತ ನಿಗದಿಪಡಿಸಿ ಪರೀಕ್ಷಾ ಕೇಂದ್ರಗಳಲ್ಲಿ ನಡೆಸಲಾಗುವುದು. ಪರಿಷ್ಕೃತ ವೇಳಾಪಟ್ಟಿಯನ್ನು ವಿಶ್ವವಿದ್ಯಾನಿಲಯದ ಅಧಿಕೃತ ಅಂತರ್ಜಾಲದಲ್ಲಿ ಪ್ರಕಟಿಸಲಾಗಿದೆ. ಹೆಚ್ಚಿನ ಮಾಹಿತಿಗಾಗಿ ವಿಶ್ವವಿದ್ಯಾಲಯದ ಅಧಿಕೃತ ವೆಬ್‌ಸೈಟ್ [748, 102, 939, 201]
